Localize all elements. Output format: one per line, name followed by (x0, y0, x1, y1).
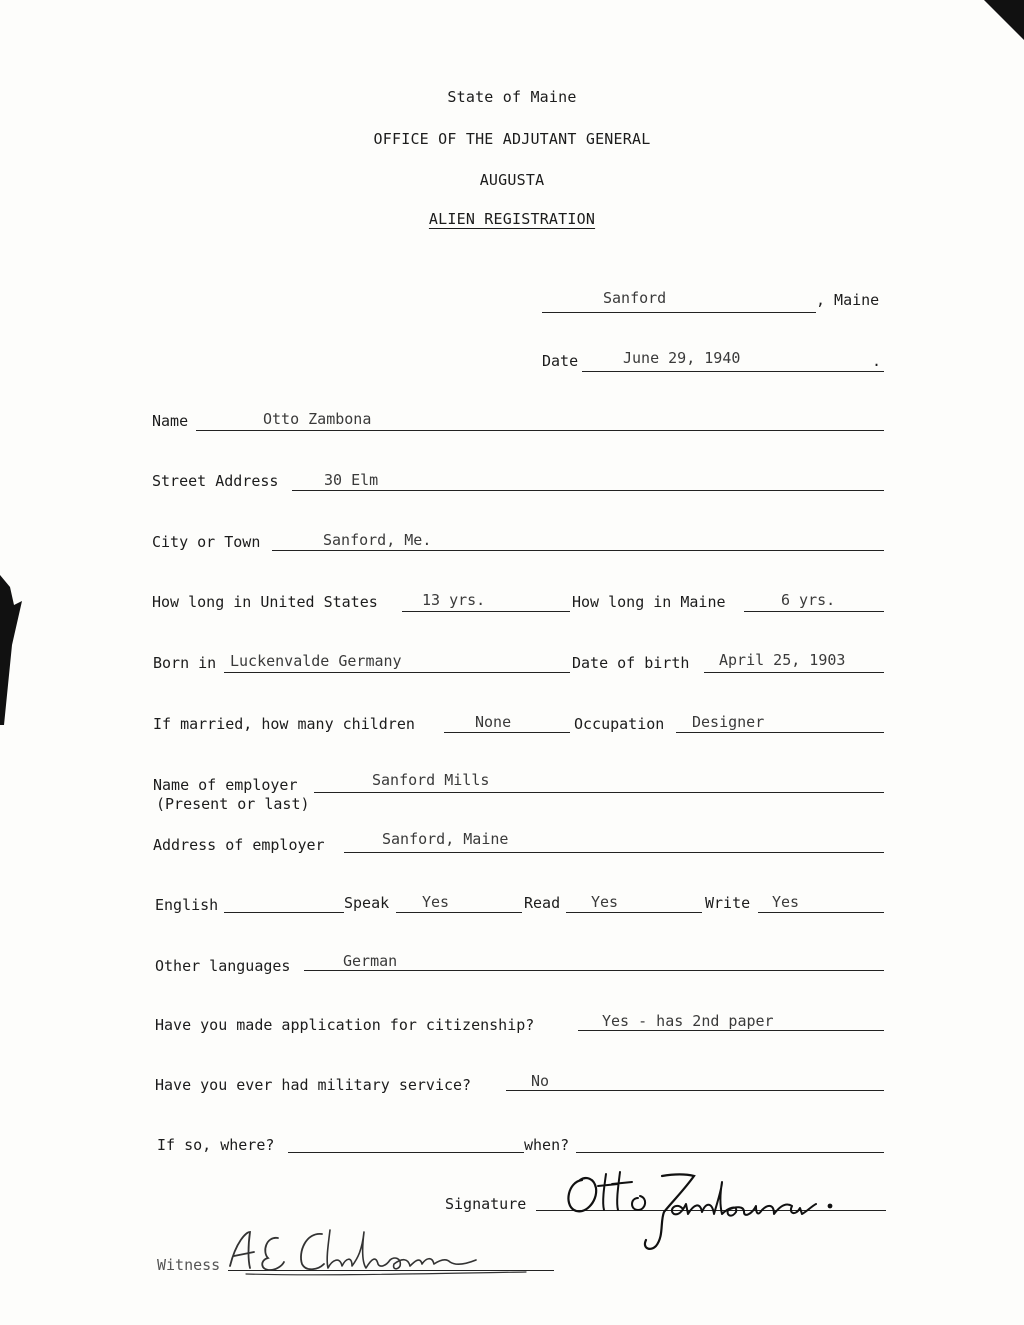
employer-line (314, 792, 884, 793)
date-line (582, 371, 884, 372)
maine-duration-value[interactable]: 6 yrs. (781, 591, 836, 609)
write-label: Write (705, 894, 751, 912)
name-value[interactable]: Otto Zambona (263, 410, 372, 428)
employer-label: Name of employer (153, 776, 298, 794)
street-label: Street Address (152, 472, 279, 490)
dob-label: Date of birth (572, 654, 690, 672)
occupation-label: Occupation (574, 715, 665, 733)
employer-sublabel: (Present or last) (156, 795, 310, 813)
write-value[interactable]: Yes (772, 893, 800, 911)
occupation-value[interactable]: Designer (692, 713, 765, 731)
when-label: when? (524, 1136, 570, 1154)
children-label: If married, how many children (153, 715, 415, 733)
name-line (196, 430, 884, 431)
other-languages-value[interactable]: German (343, 952, 398, 970)
city-line (272, 550, 884, 551)
city-label: City or Town (152, 533, 261, 551)
write-line (758, 912, 884, 913)
occupation-line (676, 732, 884, 733)
other-languages-line (304, 970, 884, 971)
maine-duration-label: How long in Maine (572, 593, 726, 611)
when-line[interactable] (576, 1152, 884, 1153)
employer-address-value[interactable]: Sanford, Maine (382, 830, 509, 848)
where-line[interactable] (288, 1152, 524, 1153)
military-line (506, 1090, 884, 1091)
children-line (444, 732, 570, 733)
signature-image (560, 1162, 880, 1252)
read-value[interactable]: Yes (591, 893, 619, 911)
witness-signature-image (226, 1222, 546, 1282)
dob-line (704, 672, 884, 673)
street-value[interactable]: 30 Elm (324, 471, 379, 489)
born-line (224, 672, 570, 673)
place-value[interactable]: Sanford (603, 289, 667, 307)
citizenship-label: Have you made application for citizenship? (155, 1016, 535, 1034)
military-value[interactable]: No (531, 1072, 550, 1090)
employer-address-line (344, 852, 884, 853)
children-value[interactable]: None (475, 713, 512, 731)
state-heading: State of Maine (447, 88, 577, 106)
office-heading: OFFICE OF THE ADJUTANT GENERAL (373, 130, 651, 148)
us-duration-label: How long in United States (152, 593, 378, 611)
english-line (224, 912, 344, 913)
scan-corner-mark (984, 0, 1024, 40)
citizenship-value[interactable]: Yes - has 2nd paper (602, 1012, 774, 1030)
other-languages-label: Other languages (155, 957, 291, 975)
maine-duration-line (744, 611, 884, 612)
employer-value[interactable]: Sanford Mills (372, 771, 490, 789)
date-suffix: . (872, 352, 882, 370)
employer-address-label: Address of employer (153, 836, 325, 854)
date-label: Date (542, 352, 579, 370)
witness-label: Witness (157, 1256, 221, 1274)
date-value[interactable]: June 29, 1940 (623, 349, 741, 367)
read-line (566, 912, 702, 913)
form-title: ALIEN REGISTRATION (428, 210, 596, 228)
city-value[interactable]: Sanford, Me. (323, 531, 432, 549)
speak-value[interactable]: Yes (422, 893, 450, 911)
born-value[interactable]: Luckenvalde Germany (230, 652, 402, 670)
speak-label: Speak (344, 894, 390, 912)
scan-edge-mark (0, 575, 24, 725)
signature-label: Signature (445, 1195, 527, 1213)
military-label: Have you ever had military service? (155, 1076, 472, 1094)
speak-line (396, 912, 522, 913)
place-suffix: , Maine (816, 291, 880, 309)
us-duration-value[interactable]: 13 yrs. (422, 591, 486, 609)
where-label: If so, where? (157, 1136, 275, 1154)
place-line (542, 312, 816, 313)
read-label: Read (524, 894, 561, 912)
street-line (292, 490, 884, 491)
english-label: English (155, 896, 219, 914)
citizenship-line (578, 1030, 884, 1031)
name-label: Name (152, 412, 189, 430)
city-heading: AUGUSTA (479, 171, 545, 189)
us-duration-line (402, 611, 570, 612)
born-label: Born in (153, 654, 217, 672)
dob-value[interactable]: April 25, 1903 (719, 651, 846, 669)
